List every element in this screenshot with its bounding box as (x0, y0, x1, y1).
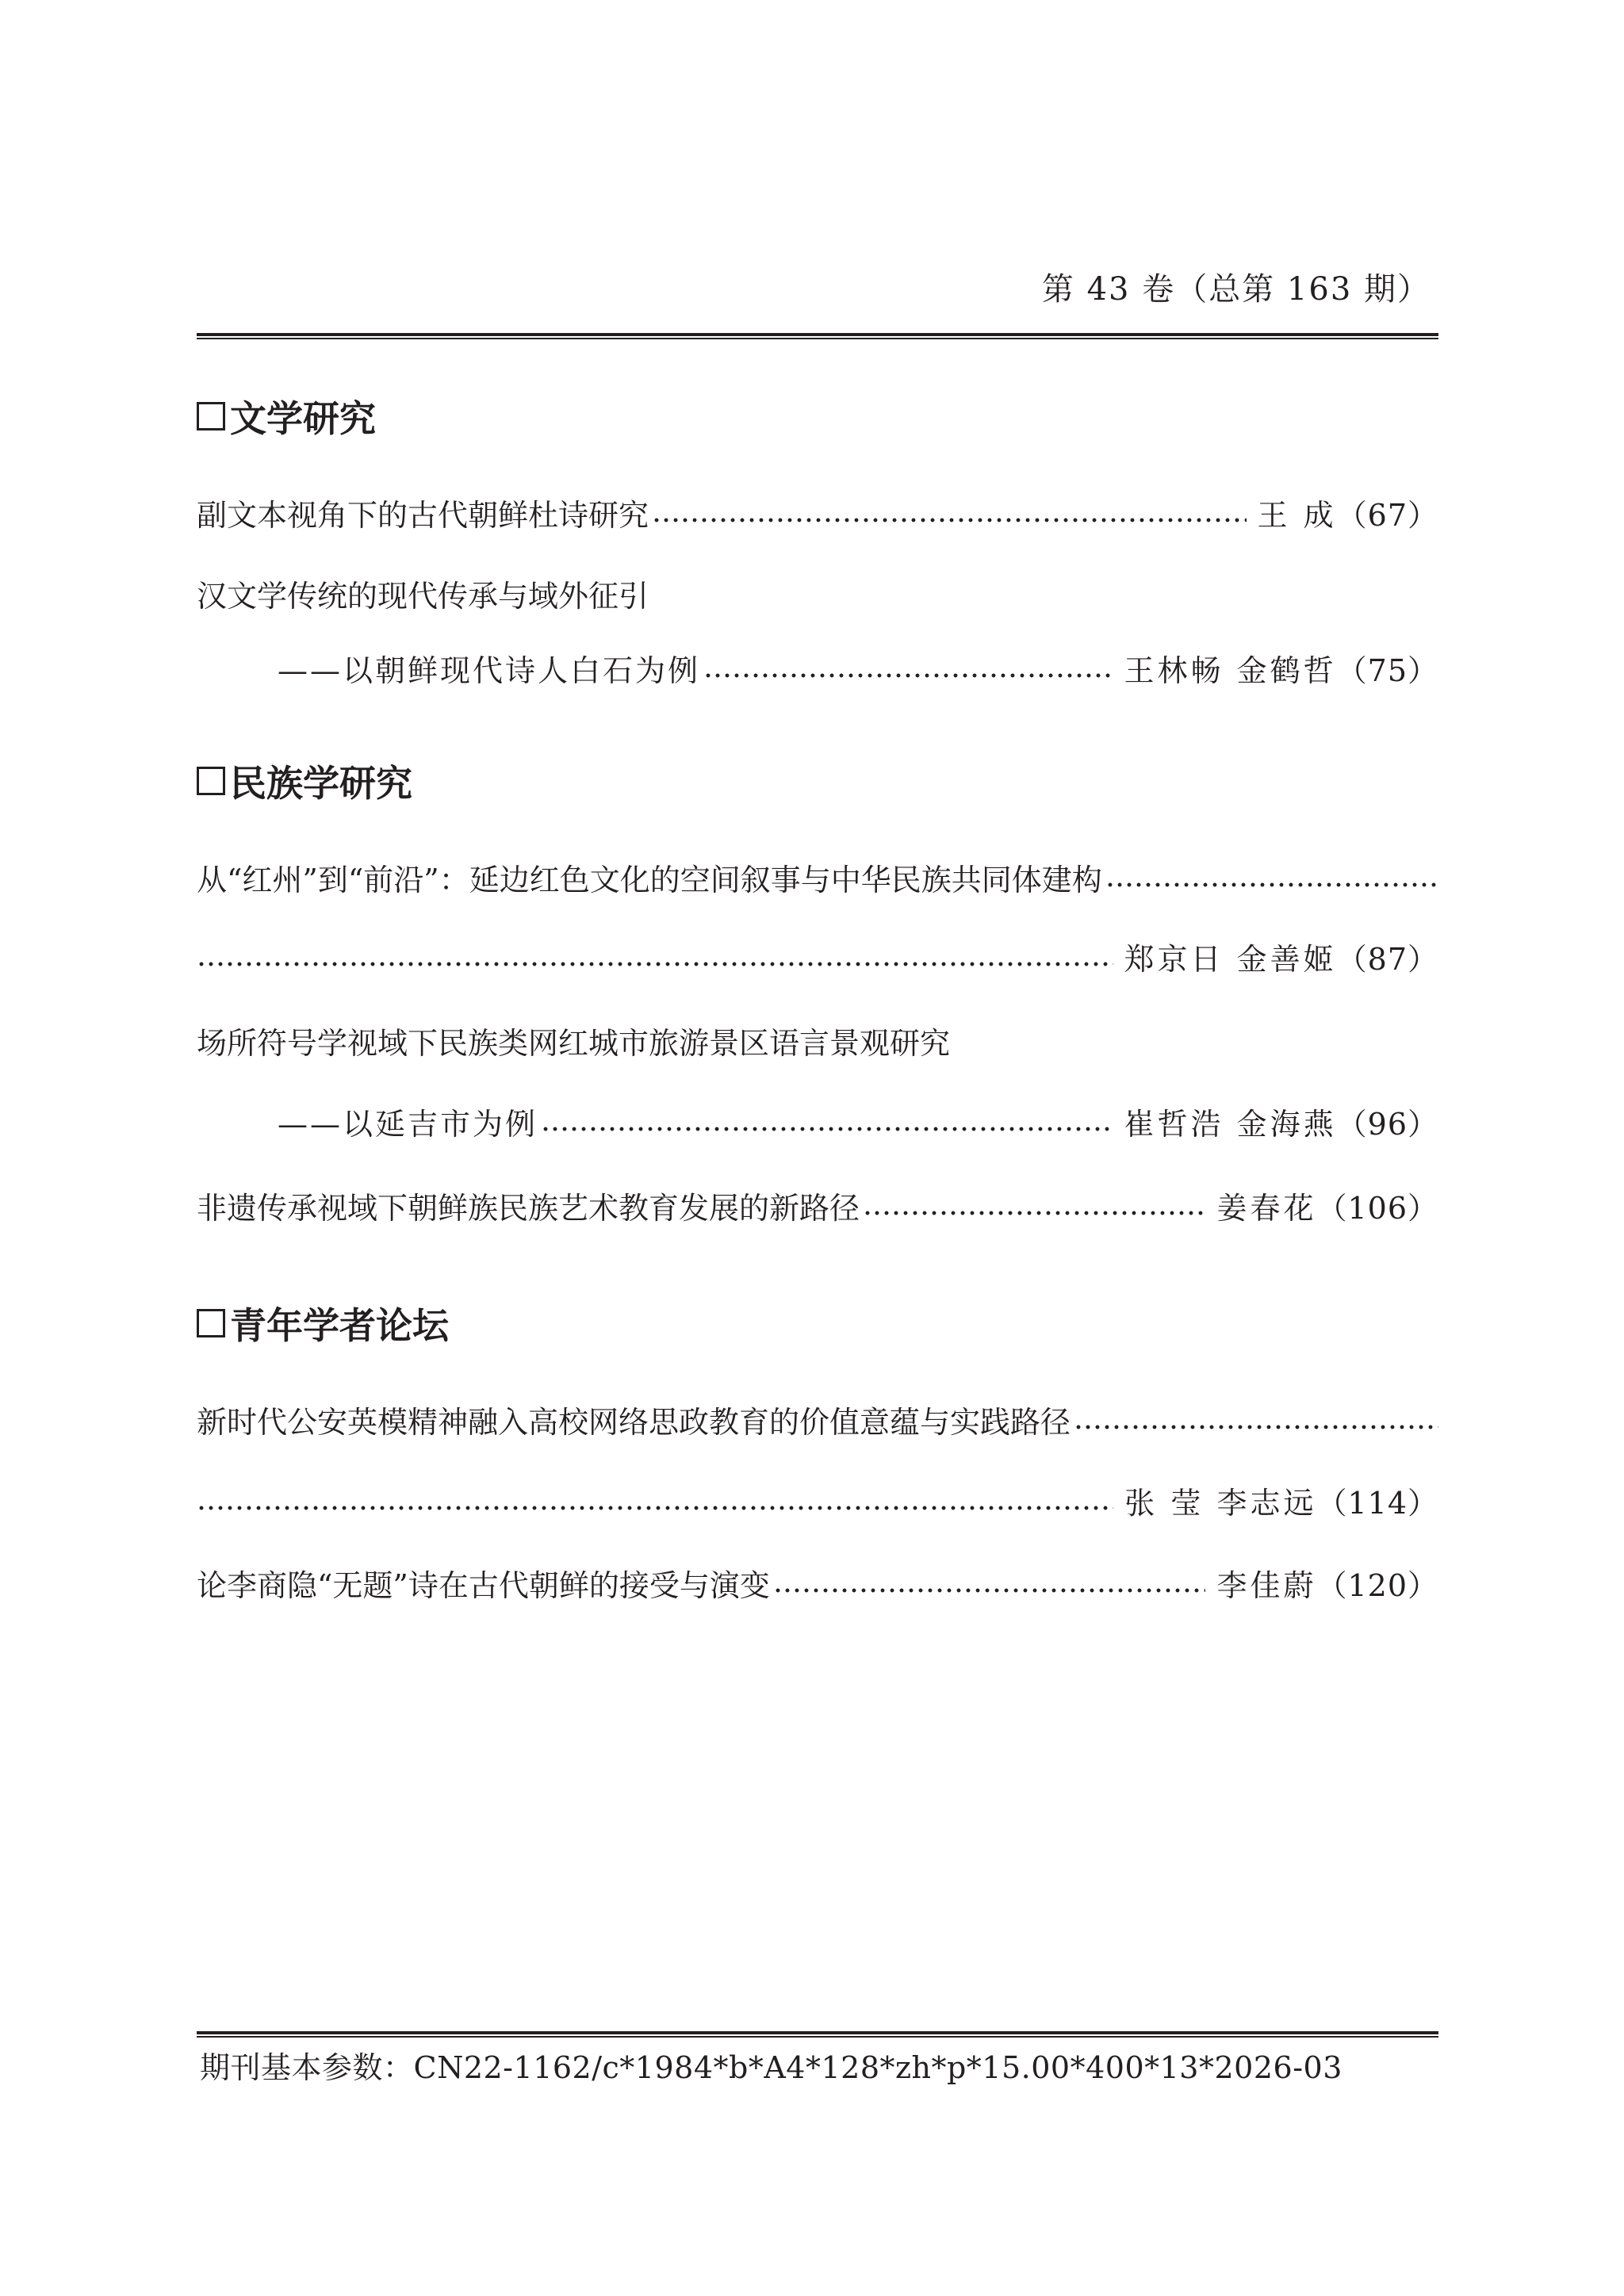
toc-entry[interactable] (197, 492, 1438, 539)
section-box-icon (197, 1309, 225, 1337)
dot-leader (197, 962, 1113, 966)
footer-double-rule (197, 2031, 1438, 2038)
entry-subtitle: ——以延吉市为例 (278, 1107, 538, 1142)
dot-leader (703, 673, 1113, 678)
section-heading-ethnology (197, 753, 412, 809)
entry-title: 非遗传承视域下朝鲜族民族艺术教育发展的新路径 (197, 1191, 860, 1226)
toc-entry[interactable] (197, 1562, 1438, 1609)
section-box-icon (197, 767, 225, 795)
dot-leader (197, 1506, 1113, 1510)
toc-entry[interactable] (197, 572, 1438, 620)
entry-page-number: （120） (1316, 1568, 1438, 1603)
section-title: 文学研究 (230, 397, 376, 440)
entry-page-number: （67） (1336, 498, 1438, 533)
entry-author: 李佳蔚 (1216, 1568, 1317, 1603)
entry-subtitle: ——以朝鲜现代诗人白石为例 (278, 653, 701, 688)
section-heading-young-scholars (197, 1295, 449, 1351)
section-title: 青年学者论坛 (230, 1304, 449, 1347)
entry-page-number: （75） (1336, 653, 1438, 688)
toc-entry[interactable] (197, 1399, 1438, 1446)
dot-leader (652, 518, 1247, 522)
dot-leader (1105, 882, 1438, 887)
dot-leader (541, 1127, 1113, 1131)
section-box-icon (197, 402, 225, 430)
entry-title: 新时代公安英模精神融入高校网络思政教育的价值意蕴与实践路径 (197, 1405, 1071, 1440)
journal-parameters: 期刊基本参数：CN22-1162/c*1984*b*A4*128*zh*p*15.00*400*13*2026-03 (200, 2050, 1342, 2085)
toc-entry[interactable] (197, 1020, 1438, 1067)
entry-title: 副文本视角下的古代朝鲜杜诗研究 (197, 498, 649, 533)
entry-page-number: （96） (1336, 1107, 1438, 1142)
entry-title: 汉文学传统的现代传承与域外征引 (197, 579, 649, 614)
entry-author: 张 莹 李志远 (1124, 1486, 1317, 1521)
entry-page-number: （87） (1336, 942, 1438, 977)
toc-entry-continuation[interactable] (197, 936, 1438, 983)
toc-entry-subtitle-line[interactable] (278, 1100, 1438, 1148)
volume-issue-label: 第 43 卷（总第 163 期） (1041, 271, 1431, 308)
entry-page-number: （106） (1316, 1191, 1438, 1226)
entry-author: 姜春花 (1216, 1191, 1317, 1226)
entry-author: 郑京日 金善姬 (1124, 942, 1337, 977)
entry-author: 王林畅 金鹤哲 (1124, 653, 1337, 688)
entry-page-number: （114） (1316, 1486, 1438, 1521)
entry-title: 论李商隐“无题”诗在古代朝鲜的接受与演变 (197, 1568, 770, 1603)
entry-title: 场所符号学视域下民族类网红城市旅游景区语言景观研究 (197, 1026, 951, 1061)
toc-entry[interactable] (197, 1184, 1438, 1232)
toc-entry-continuation[interactable] (197, 1479, 1438, 1527)
toc-entry-subtitle-line[interactable] (278, 647, 1438, 695)
entry-title: 从“红州”到“前沿”：延边红色文化的空间叙事与中华民族共同体建构 (197, 863, 1102, 897)
entry-author: 王 成 (1257, 498, 1337, 533)
dot-leader (1074, 1425, 1438, 1429)
entry-author: 崔哲浩 金海燕 (1124, 1107, 1337, 1142)
dot-leader (773, 1588, 1206, 1593)
section-title: 民族学研究 (230, 762, 412, 805)
dot-leader (863, 1211, 1205, 1215)
toc-entry[interactable] (197, 856, 1438, 904)
section-heading-literature (197, 388, 376, 444)
header-double-rule (197, 333, 1438, 339)
